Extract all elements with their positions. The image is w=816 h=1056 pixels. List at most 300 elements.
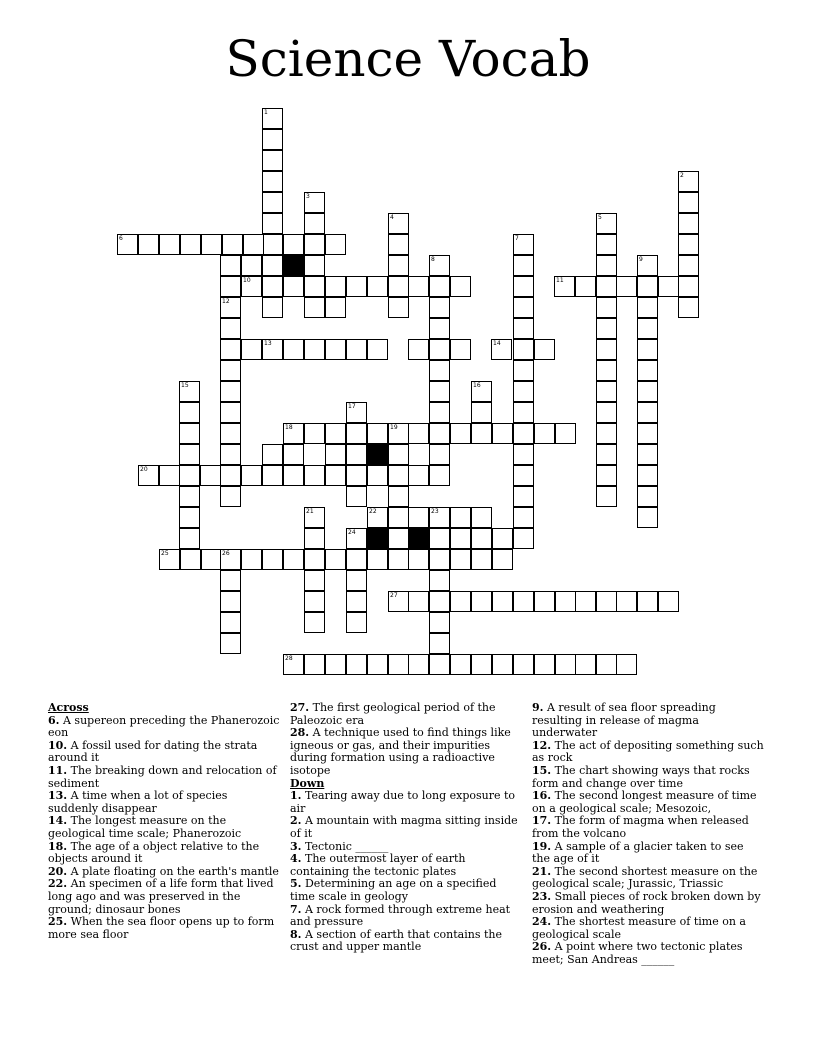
grid-cell[interactable]: [346, 402, 367, 423]
grid-cell[interactable]: [388, 486, 409, 507]
grid-cell[interactable]: [429, 507, 450, 528]
clue-text: Tearing away due to long exposure to air: [290, 789, 516, 815]
grid-cell[interactable]: [283, 654, 304, 675]
clue-number-label: 19.: [532, 839, 552, 853]
grid-cell[interactable]: [346, 276, 367, 297]
grid-cell[interactable]: [241, 276, 262, 297]
clue-column-2: [290, 702, 522, 954]
grid-cell[interactable]: [429, 297, 450, 318]
clue-text: A technique used to find things like igneous or gas, and their impurities during formation using a radioactive isotope: [290, 726, 511, 777]
grid-cell[interactable]: [304, 612, 325, 633]
grid-cell[interactable]: [513, 402, 534, 423]
grid-cell[interactable]: [471, 528, 492, 549]
page-title: Science Vocab: [225, 30, 591, 88]
grid-cell[interactable]: [408, 549, 429, 570]
grid-cell[interactable]: [596, 591, 617, 612]
grid-cell[interactable]: [304, 234, 325, 255]
grid-cell[interactable]: [637, 591, 658, 612]
grid-cell[interactable]: [180, 234, 201, 255]
grid-cell[interactable]: [596, 318, 617, 339]
grid-cell[interactable]: [346, 423, 367, 444]
grid-cell[interactable]: [325, 465, 346, 486]
grid-cell[interactable]: [283, 423, 304, 444]
grid-cell[interactable]: [325, 276, 346, 297]
clue-text: The outermost layer of earth containing the tectonic plates: [290, 852, 466, 878]
grid-cell[interactable]: [471, 654, 492, 675]
grid-cell[interactable]: [262, 192, 283, 213]
grid-cell[interactable]: [283, 234, 304, 255]
grid-cell[interactable]: [220, 423, 241, 444]
clue-down: [290, 790, 522, 815]
grid-cell[interactable]: [596, 381, 617, 402]
grid-cell[interactable]: [408, 507, 429, 528]
grid-cell[interactable]: [262, 108, 283, 129]
grid-cell[interactable]: [367, 276, 388, 297]
grid-cell[interactable]: [304, 654, 325, 675]
grid-cell[interactable]: [492, 591, 513, 612]
grid-cell[interactable]: [179, 381, 200, 402]
grid-cell[interactable]: [367, 465, 388, 486]
grid-cell[interactable]: [471, 507, 492, 528]
grid-cell[interactable]: [262, 444, 283, 465]
grid-cell[interactable]: [492, 528, 513, 549]
grid-cell[interactable]: [471, 423, 492, 444]
clue-text: The form of magma when released from the volcano: [532, 814, 749, 840]
clue-down: [532, 916, 764, 941]
grid-cell[interactable]: [637, 318, 658, 339]
grid-cell[interactable]: [596, 444, 617, 465]
grid-cell[interactable]: [678, 297, 699, 318]
grid-cell[interactable]: [220, 612, 241, 633]
grid-cell[interactable]: [637, 423, 658, 444]
grid-cell[interactable]: [596, 654, 617, 675]
grid-cell[interactable]: [220, 318, 241, 339]
grid-cell[interactable]: [450, 591, 471, 612]
grid-cell[interactable]: [283, 276, 304, 297]
clue-number: 16: [473, 382, 481, 389]
grid-cell[interactable]: [534, 591, 555, 612]
grid-cell[interactable]: [596, 255, 617, 276]
grid-cell[interactable]: [220, 591, 241, 612]
grid-cell[interactable]: [575, 276, 596, 297]
grid-cell[interactable]: [304, 549, 325, 570]
clue-across: [48, 878, 280, 916]
grid-cell[interactable]: [513, 528, 534, 549]
grid-cell[interactable]: [220, 276, 241, 297]
grid-cell[interactable]: [346, 486, 367, 507]
grid-cell[interactable]: [637, 360, 658, 381]
grid-cell[interactable]: [325, 297, 346, 318]
grid-cell[interactable]: [262, 465, 283, 486]
grid-cell[interactable]: [429, 360, 450, 381]
grid-cell[interactable]: [678, 255, 699, 276]
grid-cell[interactable]: [534, 654, 555, 675]
clue-number-label: 1.: [290, 789, 302, 803]
grid-cell[interactable]: [262, 339, 283, 360]
grid-cell[interactable]: [637, 507, 658, 528]
grid-cell[interactable]: [492, 654, 513, 675]
grid-cell[interactable]: [555, 423, 576, 444]
grid-cell[interactable]: [220, 255, 241, 276]
grid-cell[interactable]: [241, 465, 262, 486]
grid-cell[interactable]: [220, 633, 241, 654]
grid-cell[interactable]: [658, 276, 679, 297]
clue-number-label: 25.: [48, 915, 68, 929]
grid-cell[interactable]: [179, 423, 200, 444]
clue-down: [290, 878, 522, 903]
grid-cell[interactable]: [408, 465, 429, 486]
across-heading: Across: [48, 701, 89, 714]
grid-cell[interactable]: [200, 465, 221, 486]
grid-cell[interactable]: [513, 591, 534, 612]
clue-number: 21: [306, 508, 314, 515]
grid-cell[interactable]: [637, 381, 658, 402]
clue-down: [532, 941, 764, 966]
clue-number: 24: [348, 529, 356, 536]
grid-cell[interactable]: [388, 465, 409, 486]
clue-number: 27: [390, 592, 398, 599]
clue-number: 2: [680, 172, 684, 179]
grid-cell[interactable]: [159, 465, 180, 486]
clue-text: The second shortest measure on the geological scale; Jurassic, Triassic: [532, 864, 758, 891]
grid-cell[interactable]: [513, 234, 534, 255]
grid-cell[interactable]: [304, 465, 325, 486]
grid-cell[interactable]: [241, 549, 262, 570]
clue-number: 8: [431, 256, 435, 263]
grid-cell[interactable]: [346, 465, 367, 486]
clue-number-label: 21.: [532, 864, 552, 878]
grid-cell[interactable]: [304, 339, 325, 360]
clue-text: The breaking down and relocation of sediment: [48, 763, 277, 790]
grid-cell[interactable]: [262, 276, 283, 297]
grid-cell[interactable]: [596, 234, 617, 255]
grid-cell[interactable]: [304, 423, 325, 444]
grid-cell[interactable]: [346, 612, 367, 633]
grid-cell[interactable]: [325, 549, 346, 570]
grid-cell[interactable]: [325, 234, 346, 255]
grid-cell[interactable]: [513, 360, 534, 381]
grid-cell[interactable]: [637, 486, 658, 507]
clue-number-label: 2.: [290, 814, 302, 828]
grid-cell[interactable]: [429, 633, 450, 654]
grid-cell[interactable]: [388, 255, 409, 276]
grid-cell[interactable]: [596, 486, 617, 507]
grid-cell[interactable]: [616, 654, 637, 675]
grid-cell[interactable]: [388, 423, 409, 444]
grid-cell[interactable]: [513, 297, 534, 318]
clue-number-label: 28.: [290, 726, 310, 740]
clue-text: The second longest measure of time on a geological scale; Mesozoic,: [532, 789, 757, 815]
grid-cell[interactable]: [388, 528, 409, 549]
clue-number-label: 24.: [532, 915, 552, 929]
clue-text: A rock formed through extreme heat and pressure: [290, 902, 511, 929]
grid-cell[interactable]: [220, 549, 241, 570]
clue-down: [532, 815, 764, 840]
grid-cell[interactable]: [304, 528, 325, 549]
grid-cell[interactable]: [346, 570, 367, 591]
grid-cell[interactable]: [138, 465, 159, 486]
grid-cell[interactable]: [637, 444, 658, 465]
grid-cell[interactable]: [325, 654, 346, 675]
grid-cell[interactable]: [616, 591, 637, 612]
grid-cell[interactable]: [555, 654, 576, 675]
clue-down: [532, 866, 764, 891]
grid-cell[interactable]: [678, 192, 699, 213]
grid-cell[interactable]: [325, 444, 346, 465]
grid-cell[interactable]: [262, 297, 283, 318]
clue-down: [532, 765, 764, 790]
grid-cell[interactable]: [117, 234, 138, 255]
grid-cell[interactable]: [304, 276, 325, 297]
grid-cell[interactable]: [138, 234, 159, 255]
grid-cell[interactable]: [678, 213, 699, 234]
grid-cell[interactable]: [491, 339, 512, 360]
grid-cell[interactable]: [408, 654, 429, 675]
grid-cell[interactable]: [450, 276, 471, 297]
clue-text: Small pieces of rock broken down by erosion and weathering: [532, 889, 761, 916]
grid-cell[interactable]: [513, 255, 534, 276]
grid-cell[interactable]: [513, 276, 534, 297]
grid-cell[interactable]: [450, 549, 471, 570]
grid-cell[interactable]: [262, 129, 283, 150]
clue-number-label: 8.: [290, 927, 302, 941]
grid-cell[interactable]: [388, 507, 409, 528]
grid-cell[interactable]: [408, 276, 429, 297]
grid-cell[interactable]: [179, 486, 200, 507]
grid-cell[interactable]: [534, 339, 555, 360]
clue-across: [48, 916, 280, 941]
clue-text: A mountain with magma sitting inside of it: [290, 814, 518, 840]
grid-cell[interactable]: [450, 528, 471, 549]
grid-cell[interactable]: [596, 360, 617, 381]
clue-number-label: 27.: [290, 701, 310, 714]
grid-cell[interactable]: [159, 234, 180, 255]
clue-number-label: 11.: [48, 763, 68, 777]
grid-cell[interactable]: [429, 465, 450, 486]
grid-cell[interactable]: [513, 654, 534, 675]
grid-cell[interactable]: [367, 339, 388, 360]
grid-cell[interactable]: [220, 381, 241, 402]
grid-cell[interactable]: [346, 528, 367, 549]
grid-black-square: [283, 255, 304, 276]
grid-cell[interactable]: [678, 234, 699, 255]
grid-cell[interactable]: [429, 402, 450, 423]
grid-cell[interactable]: [637, 402, 658, 423]
grid-cell[interactable]: [367, 549, 388, 570]
grid-cell[interactable]: [388, 444, 409, 465]
grid-cell[interactable]: [283, 549, 304, 570]
clue-text: A time when a lot of species suddenly disappear: [48, 789, 228, 815]
grid-cell[interactable]: [471, 402, 492, 423]
clue-number: 20: [140, 466, 148, 473]
grid-cell[interactable]: [637, 276, 658, 297]
grid-cell[interactable]: [243, 234, 264, 255]
grid-cell[interactable]: [304, 255, 325, 276]
grid-cell[interactable]: [637, 255, 658, 276]
clue-number-label: 12.: [532, 738, 552, 752]
grid-cell[interactable]: [408, 339, 429, 360]
grid-cell[interactable]: [304, 570, 325, 591]
grid-cell[interactable]: [201, 234, 222, 255]
grid-cell[interactable]: [596, 213, 617, 234]
grid-cell[interactable]: [283, 339, 304, 360]
grid-cell[interactable]: [283, 444, 304, 465]
clue-down: [532, 790, 764, 815]
grid-cell[interactable]: [678, 171, 699, 192]
grid-cell[interactable]: [471, 591, 492, 612]
grid-cell[interactable]: [262, 213, 283, 234]
grid-cell[interactable]: [492, 423, 513, 444]
grid-cell[interactable]: [534, 423, 555, 444]
clue-text: A sample of a glacier taken to see the age of it: [532, 839, 744, 866]
grid-cell[interactable]: [596, 423, 617, 444]
grid-cell[interactable]: [513, 381, 534, 402]
clue-across: [290, 727, 522, 777]
grid-cell[interactable]: [304, 591, 325, 612]
grid-cell[interactable]: [220, 297, 241, 318]
grid-cell[interactable]: [179, 444, 200, 465]
clue-text: The shortest measure of time on a geological scale: [532, 915, 746, 941]
grid-cell[interactable]: [513, 486, 534, 507]
grid-cell[interactable]: [471, 549, 492, 570]
grid-cell[interactable]: [429, 339, 450, 360]
grid-cell[interactable]: [658, 591, 679, 612]
grid-cell[interactable]: [637, 339, 658, 360]
grid-cell[interactable]: [596, 339, 617, 360]
grid-cell[interactable]: [429, 591, 450, 612]
grid-cell[interactable]: [179, 507, 200, 528]
grid-cell[interactable]: [596, 297, 617, 318]
grid-cell[interactable]: [201, 549, 222, 570]
grid-cell[interactable]: [429, 423, 450, 444]
grid-cell[interactable]: [367, 423, 388, 444]
clue-number-label: 17.: [532, 814, 552, 828]
grid-cell[interactable]: [513, 444, 534, 465]
grid-cell[interactable]: [513, 465, 534, 486]
grid-cell[interactable]: [346, 591, 367, 612]
grid-cell[interactable]: [220, 339, 241, 360]
grid-cell[interactable]: [262, 255, 283, 276]
grid-cell[interactable]: [388, 591, 409, 612]
grid-cell[interactable]: [220, 486, 241, 507]
grid-cell[interactable]: [388, 276, 409, 297]
clue-number: 11: [556, 277, 564, 284]
grid-cell[interactable]: [408, 591, 429, 612]
grid-cell[interactable]: [429, 528, 450, 549]
grid-cell[interactable]: [304, 297, 325, 318]
grid-cell[interactable]: [450, 507, 471, 528]
grid-cell[interactable]: [388, 234, 409, 255]
grid-cell[interactable]: [346, 444, 367, 465]
grid-cell[interactable]: [513, 339, 534, 360]
grid-cell[interactable]: [220, 402, 241, 423]
grid-cell[interactable]: [388, 549, 409, 570]
clue-number: 13: [264, 340, 272, 347]
grid-cell[interactable]: [241, 339, 262, 360]
grid-cell[interactable]: [555, 591, 576, 612]
grid-cell[interactable]: [346, 654, 367, 675]
grid-cell[interactable]: [513, 507, 534, 528]
grid-cell[interactable]: [637, 297, 658, 318]
clue-across: [48, 790, 280, 815]
grid-cell[interactable]: [180, 549, 201, 570]
clue-number-label: 22.: [48, 877, 68, 891]
grid-cell[interactable]: [429, 318, 450, 339]
grid-cell[interactable]: [575, 654, 596, 675]
grid-cell[interactable]: [220, 570, 241, 591]
grid-cell[interactable]: [429, 612, 450, 633]
grid-cell[interactable]: [262, 549, 283, 570]
grid-cell[interactable]: [450, 339, 471, 360]
grid-cell[interactable]: [179, 465, 200, 486]
grid-cell[interactable]: [429, 654, 450, 675]
grid-cell[interactable]: [222, 234, 243, 255]
grid-cell[interactable]: [241, 255, 262, 276]
grid-cell[interactable]: [388, 213, 409, 234]
grid-cell[interactable]: [596, 276, 617, 297]
clue-number: 23: [431, 508, 439, 515]
grid-cell[interactable]: [429, 549, 450, 570]
grid-cell[interactable]: [220, 444, 241, 465]
clue-text: When the sea floor opens up to form more sea floor: [48, 915, 275, 941]
grid-cell[interactable]: [678, 276, 699, 297]
clue-number: 22: [369, 508, 377, 515]
grid-cell[interactable]: [304, 213, 325, 234]
grid-cell[interactable]: [429, 255, 450, 276]
grid-cell[interactable]: [471, 381, 492, 402]
grid-cell[interactable]: [429, 570, 450, 591]
clue-down: [290, 904, 522, 929]
grid-cell[interactable]: [262, 171, 283, 192]
grid-cell[interactable]: [159, 549, 180, 570]
grid-cell[interactable]: [513, 423, 534, 444]
grid-cell[interactable]: [429, 444, 450, 465]
grid-cell[interactable]: [492, 549, 513, 570]
grid-cell[interactable]: [388, 297, 409, 318]
grid-cell[interactable]: [262, 234, 283, 255]
grid-cell[interactable]: [596, 402, 617, 423]
grid-cell[interactable]: [575, 591, 596, 612]
clue-text: A result of sea floor spreading resulting in release of magma underwater: [532, 701, 716, 740]
grid-cell[interactable]: [220, 465, 241, 486]
grid-cell[interactable]: [408, 423, 429, 444]
grid-cell[interactable]: [367, 654, 388, 675]
grid-cell[interactable]: [616, 276, 637, 297]
clue-number-label: 14.: [48, 814, 68, 828]
grid-cell[interactable]: [637, 465, 658, 486]
grid-cell[interactable]: [429, 276, 450, 297]
grid-cell[interactable]: [283, 465, 304, 486]
grid-cell[interactable]: [325, 423, 346, 444]
grid-cell[interactable]: [325, 339, 346, 360]
grid-cell[interactable]: [304, 507, 325, 528]
grid-cell[interactable]: [367, 507, 388, 528]
grid-cell[interactable]: [450, 654, 471, 675]
grid-cell[interactable]: [513, 318, 534, 339]
grid-cell[interactable]: [596, 465, 617, 486]
grid-cell[interactable]: [179, 402, 200, 423]
grid-cell[interactable]: [346, 549, 367, 570]
grid-cell[interactable]: [554, 276, 575, 297]
grid-cell[interactable]: [179, 528, 200, 549]
grid-cell[interactable]: [346, 339, 367, 360]
grid-cell[interactable]: [429, 381, 450, 402]
grid-cell[interactable]: [388, 654, 409, 675]
grid-cell[interactable]: [304, 192, 325, 213]
grid-cell[interactable]: [262, 150, 283, 171]
grid-cell[interactable]: [220, 360, 241, 381]
grid-cell[interactable]: [450, 423, 471, 444]
